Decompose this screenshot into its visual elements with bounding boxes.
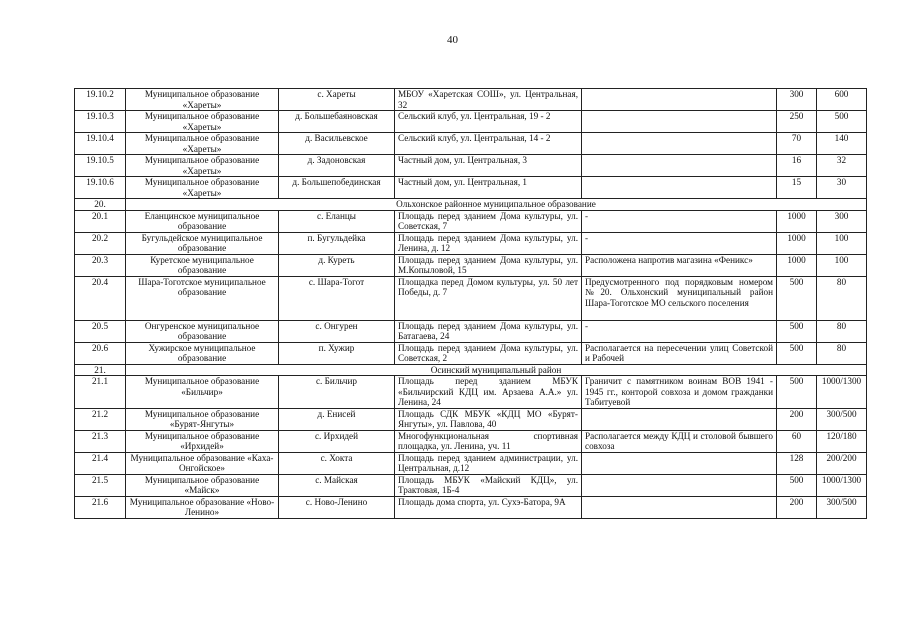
value-a-cell: 1000 [777,232,817,254]
table-row [75,111,867,133]
value-b-cell: 32 [817,155,867,177]
note-cell [582,474,777,496]
row-number: 20.3 [75,254,126,276]
municipality-cell: Муниципальное образование «Каха-Онгойское» [126,452,279,474]
table-row [75,496,867,518]
value-a-cell: 200 [777,408,817,430]
place-cell: Площадка перед Домом культуры, ул. 50 лет Победы, д. 7 [395,276,582,320]
row-number: 19.10.6 [75,177,126,199]
section-row [75,199,867,211]
note-cell [582,408,777,430]
municipality-cell: Муниципальное образование «Майск» [126,474,279,496]
settlement-cell: д. Большепобединская [279,177,395,199]
value-b-cell: 300/500 [817,496,867,518]
place-cell: Площадь перед зданием администрации, ул. Центральная, д.12 [395,452,582,474]
row-number: 20.2 [75,232,126,254]
table-row [75,408,867,430]
value-a-cell: 200 [777,496,817,518]
settlement-cell: д. Васильевское [279,133,395,155]
settlement-cell: с. Хокта [279,452,395,474]
place-cell: Частный дом, ул. Центральная, 1 [395,177,582,199]
settlement-cell: с. Онгурен [279,320,395,342]
table-row [75,342,867,364]
value-a-cell: 1000 [777,254,817,276]
section-title: Ольхонское районное муниципальное образование [126,199,867,211]
value-b-cell: 300/500 [817,408,867,430]
note-cell: - [582,210,777,232]
value-b-cell: 200/200 [817,452,867,474]
document-table [74,88,867,519]
value-b-cell: 140 [817,133,867,155]
value-a-cell: 250 [777,111,817,133]
note-cell: - [582,232,777,254]
value-a-cell: 500 [777,342,817,364]
place-cell: Многофункциональная спортивная площадка, ул. Ленина, уч. 11 [395,430,582,452]
value-b-cell: 300 [817,210,867,232]
municipality-cell: Онгуренское муниципальное образование [126,320,279,342]
table-row [75,376,867,409]
place-cell: Сельский клуб, ул. Центральная, 19 - 2 [395,111,582,133]
value-a-cell: 70 [777,133,817,155]
value-a-cell: 500 [777,276,817,320]
section-row [75,364,867,376]
table-row [75,155,867,177]
value-a-cell: 16 [777,155,817,177]
section-number: 21. [75,364,126,376]
row-number: 19.10.4 [75,133,126,155]
settlement-cell: с. Хареты [279,89,395,111]
row-number: 21.1 [75,376,126,409]
settlement-cell: п. Хужир [279,342,395,364]
section-number: 20. [75,199,126,211]
note-cell [582,177,777,199]
value-b-cell: 80 [817,276,867,320]
note-cell [582,155,777,177]
value-b-cell: 600 [817,89,867,111]
place-cell: Площадь МБУК «Майский КДЦ», ул. Трактовая, 1Б-4 [395,474,582,496]
settlement-cell: с. Еланцы [279,210,395,232]
settlement-cell: д. Куреть [279,254,395,276]
value-a-cell: 60 [777,430,817,452]
table-row [75,89,867,111]
row-number: 20.5 [75,320,126,342]
settlement-cell: с. Шара-Тогот [279,276,395,320]
municipality-cell: Шара-Тоготское муниципальное образование [126,276,279,320]
row-number: 21.3 [75,430,126,452]
table-body [75,89,867,519]
municipality-cell: Еланцинское муниципальное образование [126,210,279,232]
note-cell: Граничит с памятником воинам ВОВ 1941 - 1945 гг., конторой совхоза и домом гражданки Табитуевой [582,376,777,409]
place-cell: Площадь СДК МБУК «КДЦ МО «Бурят-Янгуты», ул. Павлова, 40 [395,408,582,430]
note-cell [582,89,777,111]
value-b-cell: 30 [817,177,867,199]
value-b-cell: 80 [817,342,867,364]
value-b-cell: 500 [817,111,867,133]
table-row [75,430,867,452]
value-a-cell: 500 [777,474,817,496]
note-cell [582,133,777,155]
place-cell: Площадь перед зданием Дома культуры, ул. Батагаева, 24 [395,320,582,342]
row-number: 20.1 [75,210,126,232]
municipality-cell: Муниципальное образование «Хареты» [126,89,279,111]
row-number: 20.4 [75,276,126,320]
place-cell: Площадь перед зданием Дома культуры, ул. Советская, 7 [395,210,582,232]
settlement-cell: с. Бильчир [279,376,395,409]
page-number: 40 [447,34,458,46]
municipality-cell: Муниципальное образование «Хареты» [126,111,279,133]
note-cell [582,452,777,474]
table-row [75,452,867,474]
note-cell [582,111,777,133]
municipality-cell: Хужирское муниципальное образование [126,342,279,364]
place-cell: Площадь дома спорта, ул. Сухэ-Батора, 9А [395,496,582,518]
value-a-cell: 500 [777,320,817,342]
settlement-cell: д. Енисей [279,408,395,430]
municipality-cell: Муниципальное образование «Бильчир» [126,376,279,409]
place-cell: Площадь перед зданием Дома культуры, ул. Ленина, д. 12 [395,232,582,254]
place-cell: Площадь перед зданием МБУК «Бильчирский КДЦ им. Арзаева А.А.» ул. Ленина, 24 [395,376,582,409]
value-a-cell: 1000 [777,210,817,232]
row-number: 21.6 [75,496,126,518]
note-cell: Предусмотренного под порядковым номером №20. Ольхонский муниципальный район Шара-Тоготское МО сельского поселения [582,276,777,320]
row-number: 20.6 [75,342,126,364]
value-b-cell: 100 [817,254,867,276]
note-cell: - [582,320,777,342]
row-number: 19.10.2 [75,89,126,111]
value-b-cell: 1000/1300 [817,376,867,409]
settlement-cell: с. Ново-Ленино [279,496,395,518]
value-a-cell: 500 [777,376,817,409]
municipality-cell: Муниципальное образование «Хареты» [126,133,279,155]
value-a-cell: 15 [777,177,817,199]
municipality-cell: Муниципальное образование «Хареты» [126,155,279,177]
note-cell: Располагается между КДЦ и столовой бывшего совхоза [582,430,777,452]
table-row [75,210,867,232]
place-cell: Сельский клуб, ул. Центральная, 14 - 2 [395,133,582,155]
value-b-cell: 120/180 [817,430,867,452]
table-row [75,133,867,155]
table-row [75,254,867,276]
row-number: 21.4 [75,452,126,474]
place-cell: Площадь перед зданием Дома культуры, ул. Советская, 2 [395,342,582,364]
settlement-cell: д. Задоновская [279,155,395,177]
row-number: 21.2 [75,408,126,430]
place-cell: Частный дом, ул. Центральная, 3 [395,155,582,177]
place-cell: Площадь перед зданием Дома культуры, ул. М.Копыловой, 15 [395,254,582,276]
note-cell: Располагается на пересечении улиц Советской и Рабочей [582,342,777,364]
value-b-cell: 80 [817,320,867,342]
section-title: Осинский муниципальный район [126,364,867,376]
row-number: 21.5 [75,474,126,496]
row-number: 19.10.5 [75,155,126,177]
settlement-cell: п. Бугульдейка [279,232,395,254]
value-b-cell: 1000/1300 [817,474,867,496]
table-row [75,276,867,320]
value-a-cell: 300 [777,89,817,111]
settlement-cell: д. Большебаяновская [279,111,395,133]
table-row [75,232,867,254]
municipality-cell: Бугульдейское муниципальное образование [126,232,279,254]
value-a-cell: 128 [777,452,817,474]
municipality-cell: Куретское муниципальное образование [126,254,279,276]
value-b-cell: 100 [817,232,867,254]
settlement-cell: с. Майская [279,474,395,496]
place-cell: МБОУ «Харетская СОШ», ул. Центральная, 32 [395,89,582,111]
row-number: 19.10.3 [75,111,126,133]
municipality-cell: Муниципальное образование «Хареты» [126,177,279,199]
municipality-cell: Муниципальное образование «Ново-Ленино» [126,496,279,518]
municipality-cell: Муниципальное образование «Ирхидей» [126,430,279,452]
table-row [75,320,867,342]
table-row [75,177,867,199]
note-cell [582,496,777,518]
table-row [75,474,867,496]
municipality-cell: Муниципальное образование «Бурят-Янгуты» [126,408,279,430]
note-cell: Расположена напротив магазина «Феникс» [582,254,777,276]
settlement-cell: с. Ирхидей [279,430,395,452]
